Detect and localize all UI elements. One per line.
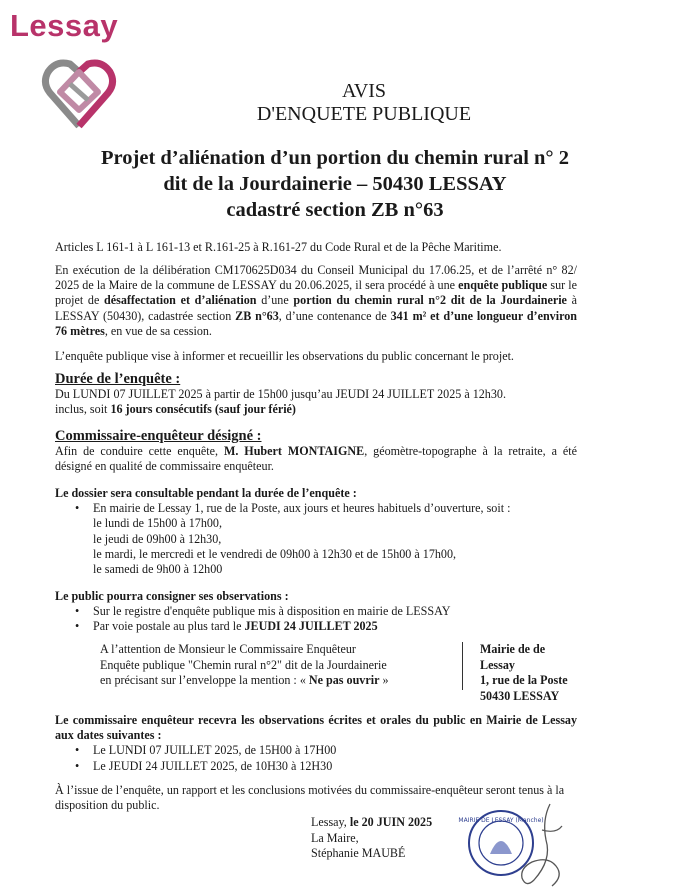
list-item: • Par voie postale au plus tard le JEUDI 24 JUILLET 2025: [55, 619, 577, 634]
commissioner-heading: Commissaire-enquêteur désigné :: [55, 428, 262, 444]
list-item: • Sur le registre d'enquête publique mis à disposition en mairie de LESSAY: [55, 604, 577, 619]
mail-instructions: A l’attention de Monsieur le Commissaire Enquêteur Enquête publique "Chemin rural n°2" dit de la Jourdainerie en précisant sur l’enveloppe la mention : « Ne pas ouvrir »: [100, 642, 389, 687]
commissioner-text: Afin de conduire cette enquête, M. Hubert MONTAIGNE, géomètre-topographe à la retraite, a été désigné en qualité de commissaire enquêteur.: [55, 444, 577, 474]
legal-articles: Articles L 161-1 à L 161-13 et R.161-25 à R.161-27 du Code Rural et de la Pêche Maritime.: [55, 240, 502, 254]
subject-line: dit de la Jourdainerie – 50430 LESSAY: [163, 173, 507, 195]
handwritten-signature: [512, 800, 572, 892]
observations-section: [55, 589, 577, 635]
opening-hours: le samedi de 9h00 à 12h00: [93, 562, 223, 577]
execution-paragraph: En exécution de la délibération CM170625D034 du Conseil Municipal du 17.06.25, et de l’arrêté n° 82/ 2025 de la Maire de la commune de LESSAY du 20.06.2025, il sera procédé à une enquête publique sur le projet de désaffectation et d’aliénation d’une portion du chemin rural n°2 dit de la Jourdainerie à LESSAY (50430), cadastrée section ZB n°63, d’une contenance de 341 m² et d’une longueur d’environ 76 mètres, en vue de sa cession.: [55, 263, 577, 338]
dossier-section: [55, 486, 577, 577]
divider: [462, 642, 463, 690]
project-subject: [50, 145, 620, 223]
commissioner-section: [55, 429, 577, 475]
list-item: • Le JEUDI 24 JUILLET 2025, de 10H30 à 12H30: [55, 759, 577, 774]
seal-text: MAIRIE DE LESSAY (Manche): [458, 817, 544, 824]
duration-dates: Du LUNDI 07 JUILLET 2025 à partir de 15h00 jusqu’au JEUDI 24 JUILLET 2025 à 12h30.: [55, 387, 506, 402]
subject-line: cadastré section ZB n°63: [226, 199, 444, 221]
signing-place-date: Lessay, le 20 JUIN 2025: [311, 815, 433, 829]
lessay-logo-text: Lessay: [10, 8, 119, 43]
conclusion-paragraph: À l’issue de l’enquête, un rapport et les conclusions motivées du commissaire-enquêteur seront tenus à la disposition du public.: [55, 783, 565, 813]
notice-title: AVIS: [341, 80, 387, 102]
duration-days: inclus, soit 16 jours consécutifs (sauf jour férié): [55, 402, 296, 417]
signatory-name: Stéphanie MAUBÉ: [311, 846, 406, 860]
signatory-role: La Maire,: [311, 830, 359, 845]
list-item: • Le LUNDI 07 JUILLET 2025, de 15H00 à 17H00: [55, 743, 577, 758]
signature-block: [311, 815, 432, 862]
receive-section: [55, 713, 577, 774]
duration-heading: Durée de l’enquête :: [55, 371, 181, 387]
notice-subtitle: D'ENQUETE PUBLIQUE: [256, 103, 472, 125]
observations-heading: Le public pourra consigner ses observations :: [55, 589, 289, 603]
duration-section: [55, 372, 577, 418]
opening-hours: le jeudi de 09h00 à 12h30,: [93, 531, 222, 546]
purpose-paragraph: L’enquête publique vise à informer et recueillir les observations du public concernant le projet.: [55, 349, 514, 363]
receive-heading: Le commissaire enquêteur recevra les observations écrites et orales du public en Mairie de Lessay aux dates suivantes :: [55, 713, 577, 743]
dossier-heading: Le dossier sera consultable pendant la durée de l’enquête :: [55, 486, 357, 500]
list-item: • En mairie de Lessay 1, rue de la Poste, aux jours et heures habituels d’ouverture, soit :: [55, 501, 577, 516]
opening-hours: le lundi de 15h00 à 17h00,: [93, 516, 222, 531]
opening-hours: le mardi, le mercredi et le vendredi de 09h00 à 12h30 et de 15h00 à 17h00,: [93, 546, 457, 561]
mailing-address: Mairie de de Lessay 1, rue de la Poste 50430 LESSAY: [480, 642, 568, 703]
subject-line: Projet d’aliénation d’un portion du chemin rural n° 2: [101, 147, 569, 169]
